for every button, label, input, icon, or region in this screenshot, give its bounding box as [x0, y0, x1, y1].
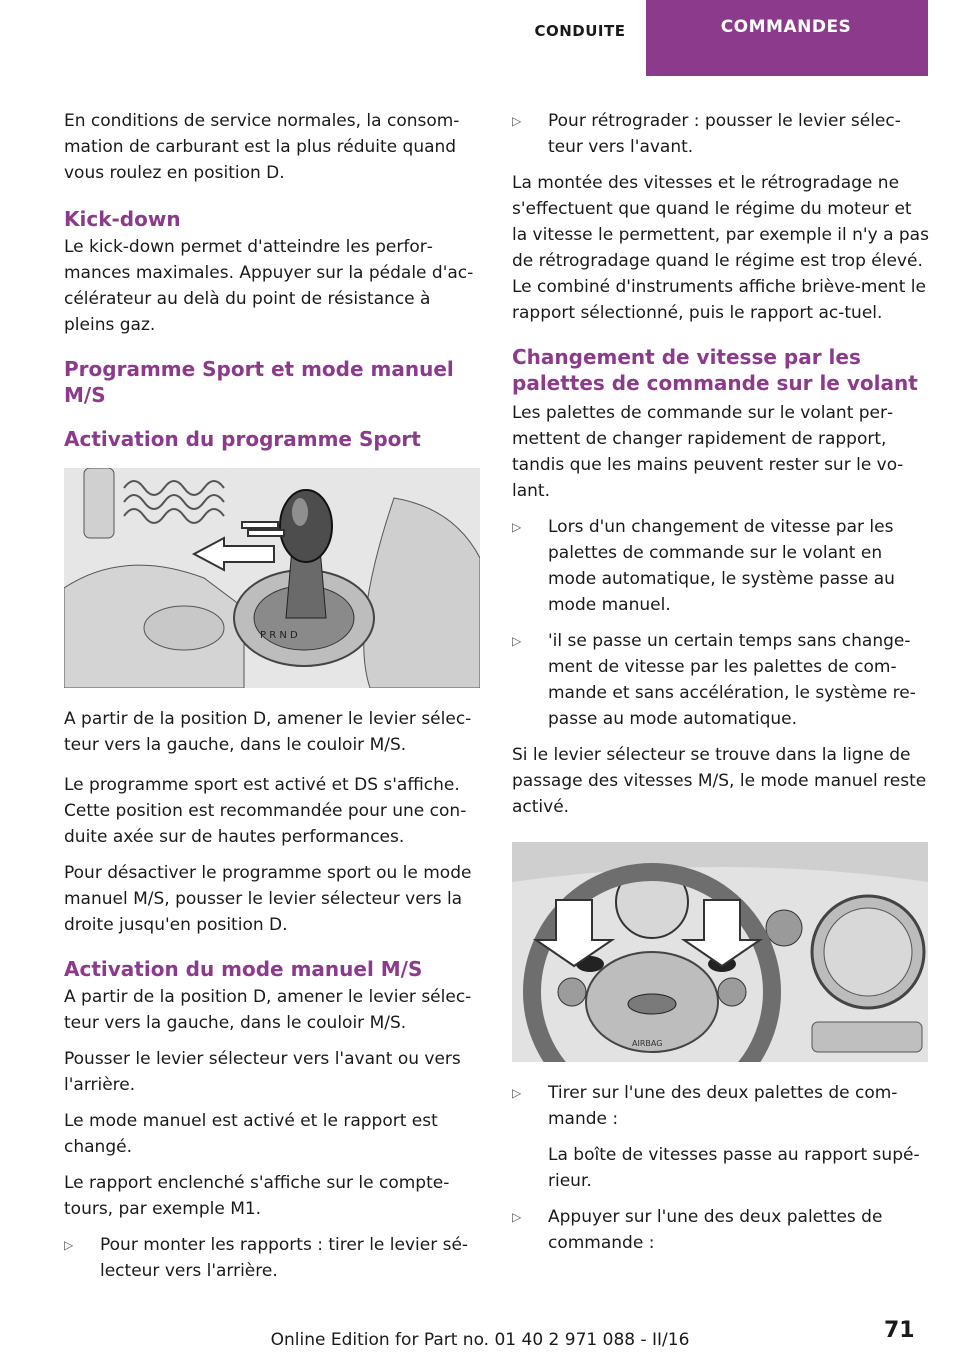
- paragraph: Le kick-down permet d'atteindre les perfor‐mances maximales. Appuyer sur la pédale d'ac‐célérateur au delà du point de résistance à pleins gaz.: [64, 237, 474, 335]
- heading-kickdown: Kick-down: [64, 207, 181, 231]
- paragraph: Le mode manuel est activé et le rapport est changé.: [64, 1111, 438, 1157]
- page-number: 71: [884, 1318, 915, 1343]
- bullet-marker-icon: ▷: [512, 634, 522, 648]
- heading-activation-manual: Activation du mode manuel M/S: [64, 957, 423, 981]
- bullet-marker-icon: ▷: [512, 114, 522, 128]
- list-item: [512, 108, 930, 160]
- left-column: [64, 108, 482, 1294]
- gear-selector-illustration: [64, 468, 480, 688]
- list-item-text: Pour monter les rapports : tirer le levier sé‐lecteur vers l'arrière.: [100, 1235, 469, 1281]
- airbag-lettering: AIRBAG: [632, 1039, 663, 1048]
- footer-edition: Online Edition for Part no. 01 40 2 971 088 - II/16: [270, 1330, 690, 1350]
- right-column: [512, 108, 930, 1266]
- list-item-text: Lors d'un changement de vitesse par les palettes de commande sur le volant en mode automatique, le système passe au mode manuel.: [548, 517, 895, 615]
- heading-sport-manual: Programme Sport et mode manuel M/S: [64, 357, 454, 407]
- bullet-marker-icon: ▷: [512, 1086, 522, 1100]
- heading-activation-sport: Activation du programme Sport: [64, 427, 421, 451]
- section-tab-commandes: [646, 0, 928, 76]
- paragraph: Pour désactiver le programme sport ou le mode manuel M/S, pousser le levier sélecteur vers la droite jusqu'en position D.: [64, 863, 472, 935]
- list-item-text: 'il se passe un certain temps sans change‐ment de vitesse par les palettes de com‐mande et sans accélération, le système re‐passe au mode automatique.: [548, 631, 916, 729]
- section-tab-conduite: CONDUITE: [534, 22, 626, 40]
- paragraph: Si le levier sélecteur se trouve dans la ligne de passage des vitesses M/S, le mode manuel reste activé.: [512, 745, 927, 817]
- bullet-marker-icon: ▷: [512, 520, 522, 534]
- paragraph: A partir de la position D, amener le levier sélec‐teur vers la gauche, dans le couloir M/S.: [64, 709, 472, 755]
- heading-paddles: Changement de vitesse par les palettes de commande sur le volant: [512, 345, 918, 395]
- paragraph: La montée des vitesses et le rétrogradage ne s'effectuent que quand le régime du moteur et la vitesse le permettent, par exemple il n'y a pas de rétrogradage quand le régime est trop élevé. Le combiné d'instruments affiche briève‐ment le rapport sélectionné, puis le rapport ac‐tuel.: [512, 173, 929, 323]
- steering-wheel-drawing: [512, 842, 928, 1062]
- list-item-subtext: La boîte de vitesses passe au rapport supé‐rieur.: [548, 1145, 920, 1191]
- steering-wheel-illustration: [512, 842, 928, 1062]
- list-item: [512, 628, 930, 732]
- bullet-marker-icon: ▷: [64, 1238, 74, 1252]
- list-item-text: Appuyer sur l'une des deux palettes de commande :: [548, 1207, 883, 1253]
- list-item: [512, 514, 930, 618]
- list-item-text: Pour rétrograder : pousser le levier sélec‐teur vers l'avant.: [548, 111, 901, 157]
- list-item: [512, 1204, 930, 1256]
- section-tab-commandes-label: COMMANDES: [666, 0, 906, 54]
- list-item: [64, 1232, 482, 1284]
- gear-selector-drawing: [64, 468, 480, 688]
- paragraph: Les palettes de commande sur le volant per‐mettent de changer rapidement de rapport, tandis que les mains peuvent rester sur le vo‐lant.: [512, 403, 904, 501]
- gear-lettering: P R N D: [260, 630, 298, 641]
- list-item-text: Tirer sur l'une des deux palettes de com‐mande :: [548, 1083, 898, 1129]
- paragraph: En conditions de service normales, la consom‐mation de carburant est la plus réduite quand vous roulez en position D.: [64, 111, 460, 183]
- bullet-marker-icon: ▷: [512, 1210, 522, 1224]
- paragraph: A partir de la position D, amener le levier sélec‐teur vers la gauche, dans le couloir M/S.: [64, 987, 472, 1033]
- paragraph: Le rapport enclenché s'affiche sur le compte-tours, par exemple M1.: [64, 1173, 450, 1219]
- paragraph: Le programme sport est activé et DS s'affiche. Cette position est recommandée pour une con‐duite axée sur de hautes performances.: [64, 775, 467, 847]
- paragraph: Pousser le levier sélecteur vers l'avant ou vers l'arrière.: [64, 1049, 461, 1095]
- list-item: [512, 1080, 930, 1132]
